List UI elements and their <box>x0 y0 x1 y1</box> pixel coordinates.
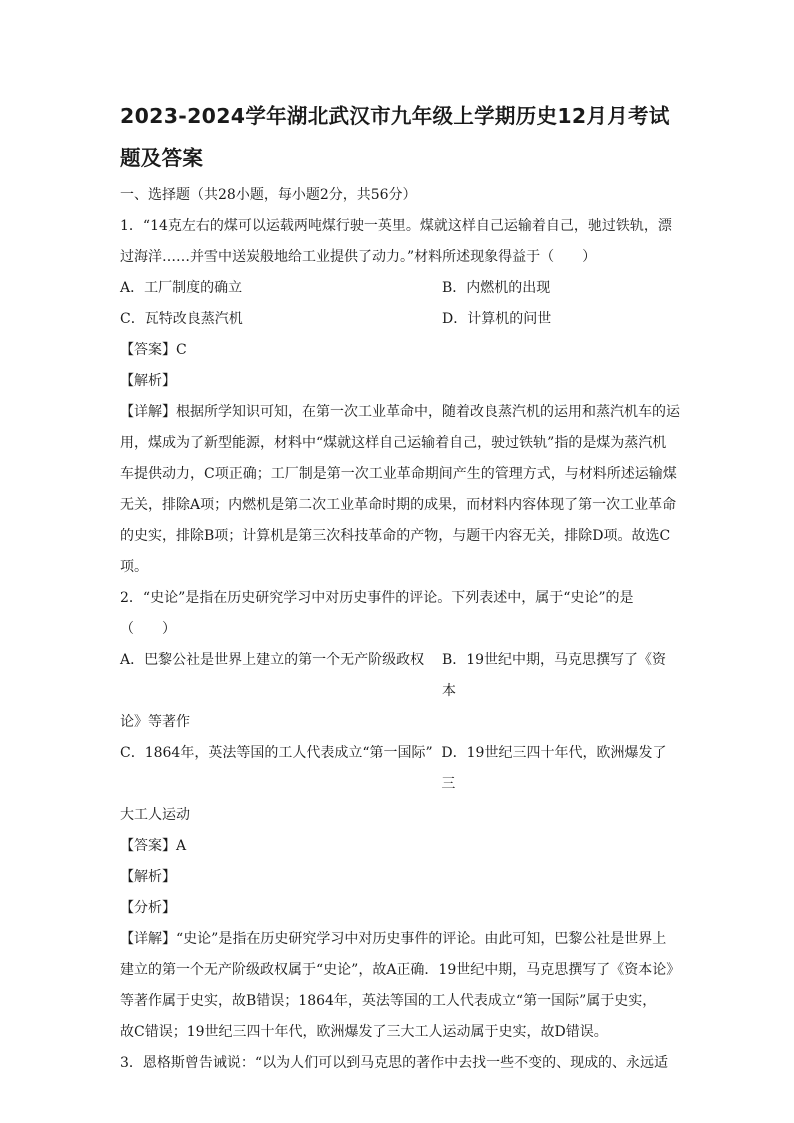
title-line-2: 题及答案 <box>120 146 204 170</box>
question-3-stem-line-1: 3．恩格斯曾告诫说：“以为人们可以到马克思的著作中去找一些不变的、现成的、永远适 <box>120 1055 669 1071</box>
section-header: 一、选择题（共28小题，每小题2分，共56分） <box>120 187 417 203</box>
document-page <box>120 96 680 1079</box>
question-1-detail-line: 的史实，排除B项；计算机是第三次科技革命的产物，与题干内容无关，排除D项。故选C <box>120 528 671 544</box>
question-1-detail-line: 无关，排除A项；内燃机是第二次工业革命时期的成果，而材料内容体现了第一次工业革命 <box>120 497 677 513</box>
question-1-detail-line: 【详解】根据所学知识可知，在第一次工业革命中，随着改良蒸汽机的运用和蒸汽机车的运 <box>120 404 680 420</box>
question-2-detail-line: 故C错误；19世纪三四十年代，欧洲爆发了三大工人运动属于史实，故D错误。 <box>120 1024 608 1040</box>
question-3 <box>120 1048 680 1079</box>
option-b: B．19世纪中期，马克思撰写了《资本 <box>441 652 667 699</box>
option-c: C．瓦特改良蒸汽机 <box>120 311 243 327</box>
question-1 <box>120 211 680 583</box>
option-a: A．工厂制度的确立 <box>120 280 243 296</box>
question-2 <box>120 583 680 1048</box>
question-2-analysis-label: 【解析】 <box>120 869 176 885</box>
question-1-detail-line: 项。 <box>120 559 148 575</box>
option-d-continued: 大工人运动 <box>120 807 190 823</box>
question-1-answer: 【答案】C <box>120 342 187 358</box>
question-2-options-row-2 <box>120 738 680 800</box>
question-2-options-row-1 <box>120 645 680 707</box>
title-line-1: 2023-2024学年湖北武汉市九年级上学期历史12月月考试 <box>120 104 670 128</box>
question-1-detail-line: 车提供动力，C项正确；工厂制是第一次工业革命期间产生的管理方式，与材料所述运输煤 <box>120 466 677 482</box>
question-2-detail-line: 建立的第一个无产阶级政权属于“史论”，故A正确．19世纪中期，马克思撰写了《资本论》 <box>120 962 681 978</box>
question-1-stem-line-2: 过海洋……并雪中送炭般地给工业提供了动力。”材料所述现象得益于（ ） <box>120 249 597 265</box>
question-2-answer: 【答案】A <box>120 838 187 854</box>
question-1-options-row-2 <box>120 304 680 335</box>
option-a: A．巴黎公社是世界上建立的第一个无产阶级政权 <box>120 652 425 668</box>
option-c: C．1864年，英法等国的工人代表成立“第一国际” <box>120 745 433 761</box>
option-d: D．计算机的问世 <box>442 311 552 327</box>
option-b: B．内燃机的出现 <box>442 280 551 296</box>
question-2-detail-line: 等著作属于史实，故B错误；1864年，英法等国的工人代表成立“第一国际”属于史实， <box>120 993 657 1009</box>
question-2-fenxi-label: 【分析】 <box>120 900 176 916</box>
document-title <box>120 96 680 178</box>
question-2-stem-line-1: 2．“史论”是指在历史研究学习中对历史事件的评论。下列表述中，属于“史论”的是 <box>120 590 634 606</box>
option-d: D．19世纪三四十年代，欧洲爆发了三 <box>441 745 667 792</box>
question-2-detail-line: 【详解】“史论”是指在历史研究学习中对历史事件的评论。由此可知，巴黎公社是世界上 <box>120 931 667 947</box>
option-b-continued: 论》等著作 <box>120 714 190 730</box>
question-2-stem-line-2: （ ） <box>120 621 176 637</box>
question-1-stem-line-1: 1．“14克左右的煤可以运载两吨煤行驶一英里。煤就这样自己运输着自己，驰过铁轨，漂 <box>120 218 672 234</box>
question-1-detail-line: 用，煤成为了新型能源，材料中“煤就这样自己运输着自己，驶过铁轨”指的是煤为蒸汽机 <box>120 435 667 451</box>
question-1-options-row-1 <box>120 273 680 304</box>
question-1-analysis-label: 【解析】 <box>120 373 176 389</box>
